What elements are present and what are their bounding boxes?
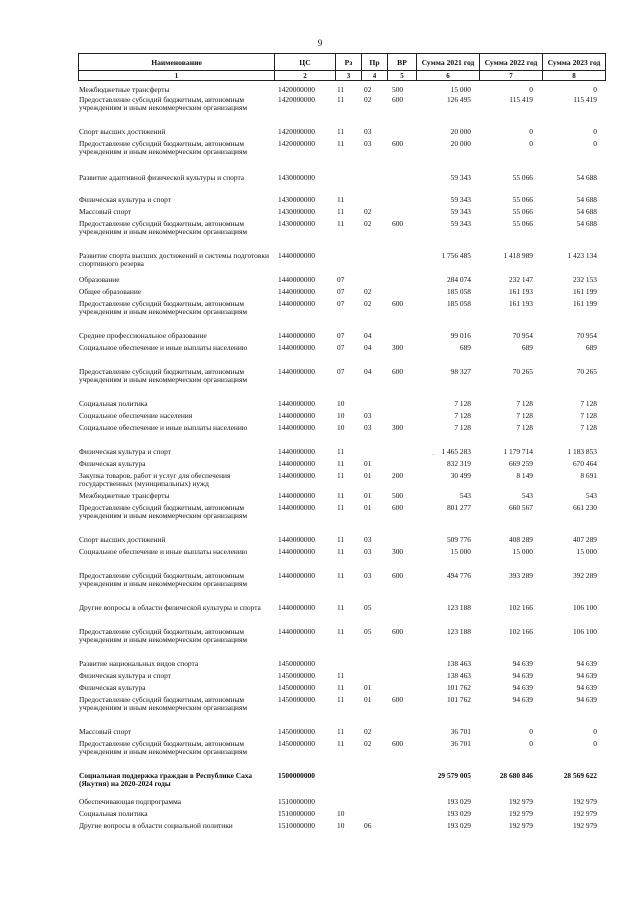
row-vr: 600 <box>392 299 404 308</box>
row-sum-2021: 1 465 283 <box>441 447 471 456</box>
row-cs: 1440000000 <box>278 571 315 580</box>
row-rz: 07 <box>337 287 345 296</box>
row-vr: 600 <box>392 627 404 636</box>
row-sum-2023: 8 691 <box>580 471 597 480</box>
row-name: Межбюджетные трансферты <box>79 491 170 500</box>
row-rz: 10 <box>337 809 345 818</box>
row-sum-2021: 509 776 <box>446 535 471 544</box>
row-cs: 1440000000 <box>278 299 315 308</box>
row-sum-2023: 28 569 622 <box>563 771 597 780</box>
row-pr: 03 <box>364 127 372 136</box>
row-sum-2022: 115 419 <box>509 95 533 104</box>
row-sum-2021: 193 029 <box>446 821 471 830</box>
row-rz: 11 <box>337 95 345 104</box>
row-cs: 1440000000 <box>278 627 315 636</box>
row-rz: 11 <box>337 571 345 580</box>
row-sum-2022: 192 979 <box>508 809 533 818</box>
row-sum-2021: 7 128 <box>454 411 471 420</box>
row-cs: 1440000000 <box>278 535 315 544</box>
row-sum-2022: 70 265 <box>512 367 533 376</box>
row-name: Спорт высших достижений <box>79 127 166 136</box>
row-rz: 07 <box>337 367 345 376</box>
row-sum-2022: 0 <box>529 739 533 748</box>
row-rz: 11 <box>337 459 345 468</box>
row-sum-2022: 7 128 <box>516 411 533 420</box>
row-pr: 02 <box>364 85 372 94</box>
row-vr: 600 <box>392 503 404 512</box>
row-pr: 01 <box>364 503 372 512</box>
row-sum-2023: 0 <box>593 127 597 136</box>
row-rz: 11 <box>337 535 345 544</box>
row-name: Обеспечивающая подпрограмма <box>79 797 182 806</box>
row-vr: 300 <box>392 423 404 432</box>
row-sum-2022: 70 954 <box>512 331 533 340</box>
row-name: Спорт высших достижений <box>79 535 166 544</box>
row-sum-2021: 138 463 <box>446 659 471 668</box>
row-sum-2021: 99 016 <box>450 331 471 340</box>
row-sum-2023: 1 423 134 <box>567 251 597 260</box>
row-pr: 05 <box>364 627 372 636</box>
row-rz: 10 <box>337 411 345 420</box>
row-sum-2022: 102 166 <box>508 627 533 636</box>
row-sum-2023: 94 639 <box>576 671 597 680</box>
row-sum-2023: 192 979 <box>572 797 597 806</box>
header-vr: ВР <box>388 54 417 71</box>
row-cs: 1510000000 <box>278 797 315 806</box>
header-name: Наименование <box>79 54 275 71</box>
row-pr: 02 <box>364 95 372 104</box>
header-rz: Рз <box>336 54 362 71</box>
row-name: Социальное обеспечение населения <box>79 411 193 420</box>
row-name: Социальная политика <box>79 399 148 408</box>
row-sum-2023: 70 265 <box>576 367 597 376</box>
row-sum-2021: 138 463 <box>446 671 471 680</box>
row-sum-2021: 36 701 <box>450 739 471 748</box>
row-vr: 500 <box>392 491 404 500</box>
row-cs: 1430000000 <box>278 195 315 204</box>
row-rz: 07 <box>337 343 345 352</box>
row-sum-2023: 94 639 <box>576 659 597 668</box>
row-rz: 11 <box>337 491 345 500</box>
row-sum-2023: 407 289 <box>572 535 597 544</box>
row-name: Социальная политика <box>79 809 148 818</box>
row-rz: 07 <box>337 331 345 340</box>
row-rz: 11 <box>337 695 345 704</box>
row-sum-2021: 7 128 <box>454 423 471 432</box>
row-sum-2021: 832 319 <box>446 459 471 468</box>
row-sum-2023: 661 230 <box>572 503 597 512</box>
row-pr: 03 <box>364 571 372 580</box>
row-rz: 07 <box>337 275 345 284</box>
row-sum-2021: 59 343 <box>450 173 471 182</box>
row-sum-2021: 20 000 <box>450 127 471 136</box>
row-sum-2023: 161 199 <box>572 299 597 308</box>
row-sum-2022: 192 979 <box>508 821 533 830</box>
row-sum-2022: 7 128 <box>516 399 533 408</box>
header-cs: ЦС <box>275 54 336 71</box>
row-sum-2022: 161 193 <box>508 299 533 308</box>
row-rz: 11 <box>337 671 345 680</box>
row-sum-2023: 7 128 <box>580 411 597 420</box>
row-pr: 03 <box>364 423 372 432</box>
row-sum-2022: 0 <box>529 85 533 94</box>
row-sum-2023: 106 100 <box>572 603 597 612</box>
row-pr: 03 <box>364 139 372 148</box>
row-name: Развитие национальных видов спорта <box>79 659 199 668</box>
row-cs: 1450000000 <box>278 659 315 668</box>
col-num: 4 <box>362 71 388 81</box>
row-rz: 11 <box>337 603 345 612</box>
header-pr: Пр <box>362 54 388 71</box>
col-num: 2 <box>275 71 336 81</box>
row-sum-2023: 94 639 <box>576 695 597 704</box>
row-name: Развитие адаптивной физической культуры и спорта <box>79 173 245 182</box>
row-sum-2023: 192 979 <box>572 821 597 830</box>
row-sum-2022: 102 166 <box>508 603 533 612</box>
row-sum-2023: 15 000 <box>576 547 597 556</box>
row-sum-2022: 8 149 <box>516 471 533 480</box>
col-num: 5 <box>388 71 417 81</box>
row-name: Развитие спорта высших достижений и системы подготовки спортивного резерва <box>79 251 269 269</box>
row-sum-2022: 0 <box>529 727 533 736</box>
row-name: Физическая культура и спорт <box>79 195 171 204</box>
row-pr: 03 <box>364 547 372 556</box>
scan-speck: . <box>432 448 434 457</box>
header-sum-2023: Сумма 2023 год <box>543 54 606 71</box>
row-cs: 1440000000 <box>278 423 315 432</box>
row-cs: 1450000000 <box>278 727 315 736</box>
row-cs: 1440000000 <box>278 459 315 468</box>
row-cs: 1430000000 <box>278 173 315 182</box>
row-pr: 03 <box>364 535 372 544</box>
row-sum-2023: 0 <box>593 139 597 148</box>
row-name: Предоставление субсидий бюджетным, автономным учреждениям и иным некоммерческим организациям <box>79 139 248 157</box>
page-number: 9 <box>317 38 323 48</box>
row-sum-2023: 0 <box>593 727 597 736</box>
row-name: Образование <box>79 275 120 284</box>
row-pr: 04 <box>364 367 372 376</box>
row-name: Другие вопросы в области физической культуры и спорта <box>79 603 261 612</box>
row-name: Другие вопросы в области социальной политики <box>79 821 233 830</box>
row-cs: 1440000000 <box>278 491 315 500</box>
row-sum-2021: 193 029 <box>446 797 471 806</box>
row-name: Предоставление субсидий бюджетным, автономным учреждениям и иным некоммерческим организациям <box>79 95 248 113</box>
row-cs: 1510000000 <box>278 809 315 818</box>
row-sum-2021: 29 579 005 <box>437 771 471 780</box>
row-rz: 11 <box>337 195 345 204</box>
row-name: Массовый спорт <box>79 207 132 216</box>
row-cs: 1440000000 <box>278 331 315 340</box>
row-vr: 600 <box>392 695 404 704</box>
row-pr: 01 <box>364 491 372 500</box>
row-name: Предоставление субсидий бюджетным, автономным учреждениям и иным некоммерческим организациям <box>79 695 248 713</box>
row-sum-2022: 543 <box>521 491 533 500</box>
row-sum-2023: 54 688 <box>576 195 597 204</box>
row-sum-2022: 0 <box>529 127 533 136</box>
row-name: Среднее профессиональное образование <box>79 331 207 340</box>
row-pr: 02 <box>364 299 372 308</box>
row-sum-2022: 161 193 <box>508 287 533 296</box>
row-sum-2023: 689 <box>585 343 597 352</box>
row-pr: 04 <box>364 331 372 340</box>
row-vr: 600 <box>392 139 404 148</box>
col-num: 1 <box>79 71 275 81</box>
row-vr: 600 <box>392 571 404 580</box>
row-rz: 10 <box>337 423 345 432</box>
row-sum-2021: 101 762 <box>446 683 471 692</box>
row-sum-2021: 20 000 <box>450 139 471 148</box>
row-rz: 11 <box>337 503 345 512</box>
row-sum-2021: 689 <box>459 343 471 352</box>
row-cs: 1420000000 <box>278 95 315 104</box>
row-rz: 11 <box>337 727 345 736</box>
row-sum-2022: 1 418 989 <box>503 251 533 260</box>
row-sum-2021: 36 701 <box>450 727 471 736</box>
col-num: 3 <box>336 71 362 81</box>
row-sum-2022: 1 179 714 <box>503 447 533 456</box>
col-num: 8 <box>543 71 606 81</box>
row-rz: 11 <box>337 207 345 216</box>
row-cs: 1450000000 <box>278 683 315 692</box>
row-cs: 1450000000 <box>278 671 315 680</box>
row-sum-2023: 543 <box>585 491 597 500</box>
row-sum-2022: 660 567 <box>508 503 533 512</box>
row-sum-2023: 7 128 <box>580 423 597 432</box>
row-cs: 1440000000 <box>278 287 315 296</box>
row-sum-2023: 94 639 <box>576 683 597 692</box>
row-cs: 1430000000 <box>278 207 315 216</box>
row-sum-2021: 101 762 <box>446 695 471 704</box>
row-sum-2022: 7 128 <box>516 423 533 432</box>
row-vr: 600 <box>392 739 404 748</box>
row-sum-2021: 98 327 <box>450 367 471 376</box>
row-vr: 600 <box>392 219 404 228</box>
row-cs: 1440000000 <box>278 275 315 284</box>
row-sum-2021: 15 000 <box>450 547 471 556</box>
row-rz: 11 <box>337 471 345 480</box>
row-rz: 11 <box>337 447 345 456</box>
row-name: Социальное обеспечение и иные выплаты населению <box>79 423 248 432</box>
row-rz: 07 <box>337 299 345 308</box>
row-sum-2021: 59 343 <box>450 207 471 216</box>
col-num: 6 <box>417 71 480 81</box>
row-rz: 11 <box>337 219 345 228</box>
row-sum-2022: 689 <box>521 343 533 352</box>
row-pr: 05 <box>364 603 372 612</box>
row-cs: 1440000000 <box>278 399 315 408</box>
row-rz: 11 <box>337 127 345 136</box>
row-cs: 1440000000 <box>278 603 315 612</box>
row-name: Физическая культура <box>79 459 146 468</box>
header-sum-2022: Сумма 2022 год <box>480 54 543 71</box>
row-sum-2022: 28 680 846 <box>499 771 533 780</box>
row-sum-2022: 55 066 <box>512 195 533 204</box>
row-sum-2021: 185 058 <box>446 299 471 308</box>
row-sum-2022: 393 289 <box>508 571 533 580</box>
row-sum-2021: 801 277 <box>446 503 471 512</box>
row-name: Предоставление субсидий бюджетным, автономным учреждениям и иным некоммерческим организациям <box>79 299 248 317</box>
row-vr: 500 <box>392 85 404 94</box>
row-sum-2022: 94 639 <box>512 671 533 680</box>
row-cs: 1420000000 <box>278 139 315 148</box>
row-name: Социальное обеспечение и иные выплаты населению <box>79 547 248 556</box>
row-sum-2023: 54 688 <box>576 173 597 182</box>
row-name: Физическая культура и спорт <box>79 671 171 680</box>
row-pr: 01 <box>364 695 372 704</box>
row-sum-2021: 123 188 <box>446 603 471 612</box>
row-sum-2022: 232 147 <box>508 275 533 284</box>
row-name: Межбюджетные трансферты <box>79 85 170 94</box>
row-rz: 10 <box>337 399 345 408</box>
row-name: Массовый спорт <box>79 727 132 736</box>
row-vr: 600 <box>392 95 404 104</box>
row-rz: 11 <box>337 547 345 556</box>
row-sum-2021: 30 499 <box>450 471 471 480</box>
row-cs: 1430000000 <box>278 219 315 228</box>
row-sum-2023: 670 464 <box>572 459 597 468</box>
row-sum-2023: 392 289 <box>572 571 597 580</box>
row-sum-2022: 94 639 <box>512 695 533 704</box>
header-sum-2021: Сумма 2021 год <box>417 54 480 71</box>
row-vr: 300 <box>392 343 404 352</box>
row-cs: 1440000000 <box>278 411 315 420</box>
row-sum-2021: 284 074 <box>446 275 471 284</box>
row-cs: 1440000000 <box>278 547 315 556</box>
row-cs: 1420000000 <box>278 127 315 136</box>
row-sum-2022: 0 <box>529 139 533 148</box>
row-sum-2023: 115 419 <box>573 95 597 104</box>
row-sum-2023: 106 100 <box>572 627 597 636</box>
row-name: Социальная поддержка граждан в Республике Саха (Якутия) на 2020-2024 годы <box>79 771 253 789</box>
row-pr: 02 <box>364 287 372 296</box>
row-name: Социальное обеспечение и иные выплаты населению <box>79 343 248 352</box>
row-pr: 02 <box>364 219 372 228</box>
row-sum-2023: 0 <box>593 85 597 94</box>
row-sum-2021: 1 756 485 <box>441 251 471 260</box>
row-pr: 06 <box>364 821 372 830</box>
row-sum-2022: 55 066 <box>512 207 533 216</box>
row-cs: 1440000000 <box>278 367 315 376</box>
row-sum-2023: 70 954 <box>576 331 597 340</box>
row-sum-2022: 408 289 <box>508 535 533 544</box>
row-sum-2022: 15 000 <box>512 547 533 556</box>
row-name: Предоставление субсидий бюджетным, автономным учреждениям и иным некоммерческим организациям <box>79 739 248 757</box>
row-cs: 1440000000 <box>278 471 315 480</box>
row-rz: 11 <box>337 683 345 692</box>
row-sum-2022: 669 259 <box>508 459 533 468</box>
row-sum-2021: 59 343 <box>450 219 471 228</box>
row-cs: 1500000000 <box>278 771 315 780</box>
row-pr: 02 <box>364 739 372 748</box>
col-num: 7 <box>480 71 543 81</box>
row-sum-2022: 55 066 <box>512 173 533 182</box>
row-vr: 300 <box>392 547 404 556</box>
row-sum-2021: 7 128 <box>454 399 471 408</box>
row-sum-2023: 161 199 <box>572 287 597 296</box>
row-sum-2021: 126 495 <box>446 95 471 104</box>
row-cs: 1510000000 <box>278 821 315 830</box>
row-sum-2021: 185 058 <box>446 287 471 296</box>
row-sum-2021: 543 <box>459 491 471 500</box>
row-name: Общее образование <box>79 287 142 296</box>
row-sum-2023: 1 183 853 <box>567 447 597 456</box>
row-sum-2023: 54 688 <box>576 207 597 216</box>
row-sum-2021: 15 000 <box>450 85 471 94</box>
row-sum-2023: 0 <box>593 739 597 748</box>
row-sum-2021: 59 343 <box>450 195 471 204</box>
row-vr: 600 <box>392 367 404 376</box>
row-cs: 1420000000 <box>278 85 315 94</box>
row-name: Предоставление субсидий бюджетным, автономным учреждениям и иным некоммерческим организациям <box>79 367 248 385</box>
row-cs: 1450000000 <box>278 739 315 748</box>
row-pr: 01 <box>364 683 372 692</box>
row-rz: 11 <box>337 139 345 148</box>
row-cs: 1440000000 <box>278 343 315 352</box>
row-vr: 200 <box>392 471 404 480</box>
row-sum-2022: 192 979 <box>508 797 533 806</box>
row-sum-2023: 232 153 <box>572 275 597 284</box>
row-cs: 1440000000 <box>278 251 315 260</box>
row-name: Физическая культура и спорт <box>79 447 171 456</box>
row-name: Предоставление субсидий бюджетным, автономным учреждениям и иным некоммерческим организациям <box>79 219 248 237</box>
row-rz: 11 <box>337 627 345 636</box>
row-pr: 03 <box>364 411 372 420</box>
row-pr: 02 <box>364 207 372 216</box>
row-name: Предоставление субсидий бюджетным, автономным учреждениям и иным некоммерческим организациям <box>79 503 248 521</box>
row-name: Предоставление субсидий бюджетным, автономным учреждениям и иным некоммерческим организациям <box>79 571 248 589</box>
row-sum-2023: 192 979 <box>572 809 597 818</box>
row-sum-2022: 94 639 <box>512 683 533 692</box>
row-rz: 11 <box>337 739 345 748</box>
row-pr: 01 <box>364 459 372 468</box>
row-cs: 1450000000 <box>278 695 315 704</box>
row-sum-2021: 193 029 <box>446 809 471 818</box>
row-name: Закупка товаров, работ и услуг для обеспечения государственных (муниципальных) нужд <box>79 471 231 489</box>
row-rz: 11 <box>337 85 345 94</box>
row-sum-2021: 494 776 <box>446 571 471 580</box>
row-pr: 01 <box>364 471 372 480</box>
row-pr: 02 <box>364 727 372 736</box>
row-sum-2023: 54 688 <box>576 219 597 228</box>
row-sum-2021: 123 188 <box>446 627 471 636</box>
row-sum-2022: 94 639 <box>512 659 533 668</box>
row-cs: 1440000000 <box>278 503 315 512</box>
row-name: Физическая культура <box>79 683 146 692</box>
row-name: Предоставление субсидий бюджетным, автономным учреждениям и иным некоммерческим организациям <box>79 627 248 645</box>
row-pr: 04 <box>364 343 372 352</box>
row-rz: 10 <box>337 821 345 830</box>
row-cs: 1440000000 <box>278 447 315 456</box>
row-sum-2023: 7 128 <box>580 399 597 408</box>
row-sum-2022: 55 066 <box>512 219 533 228</box>
